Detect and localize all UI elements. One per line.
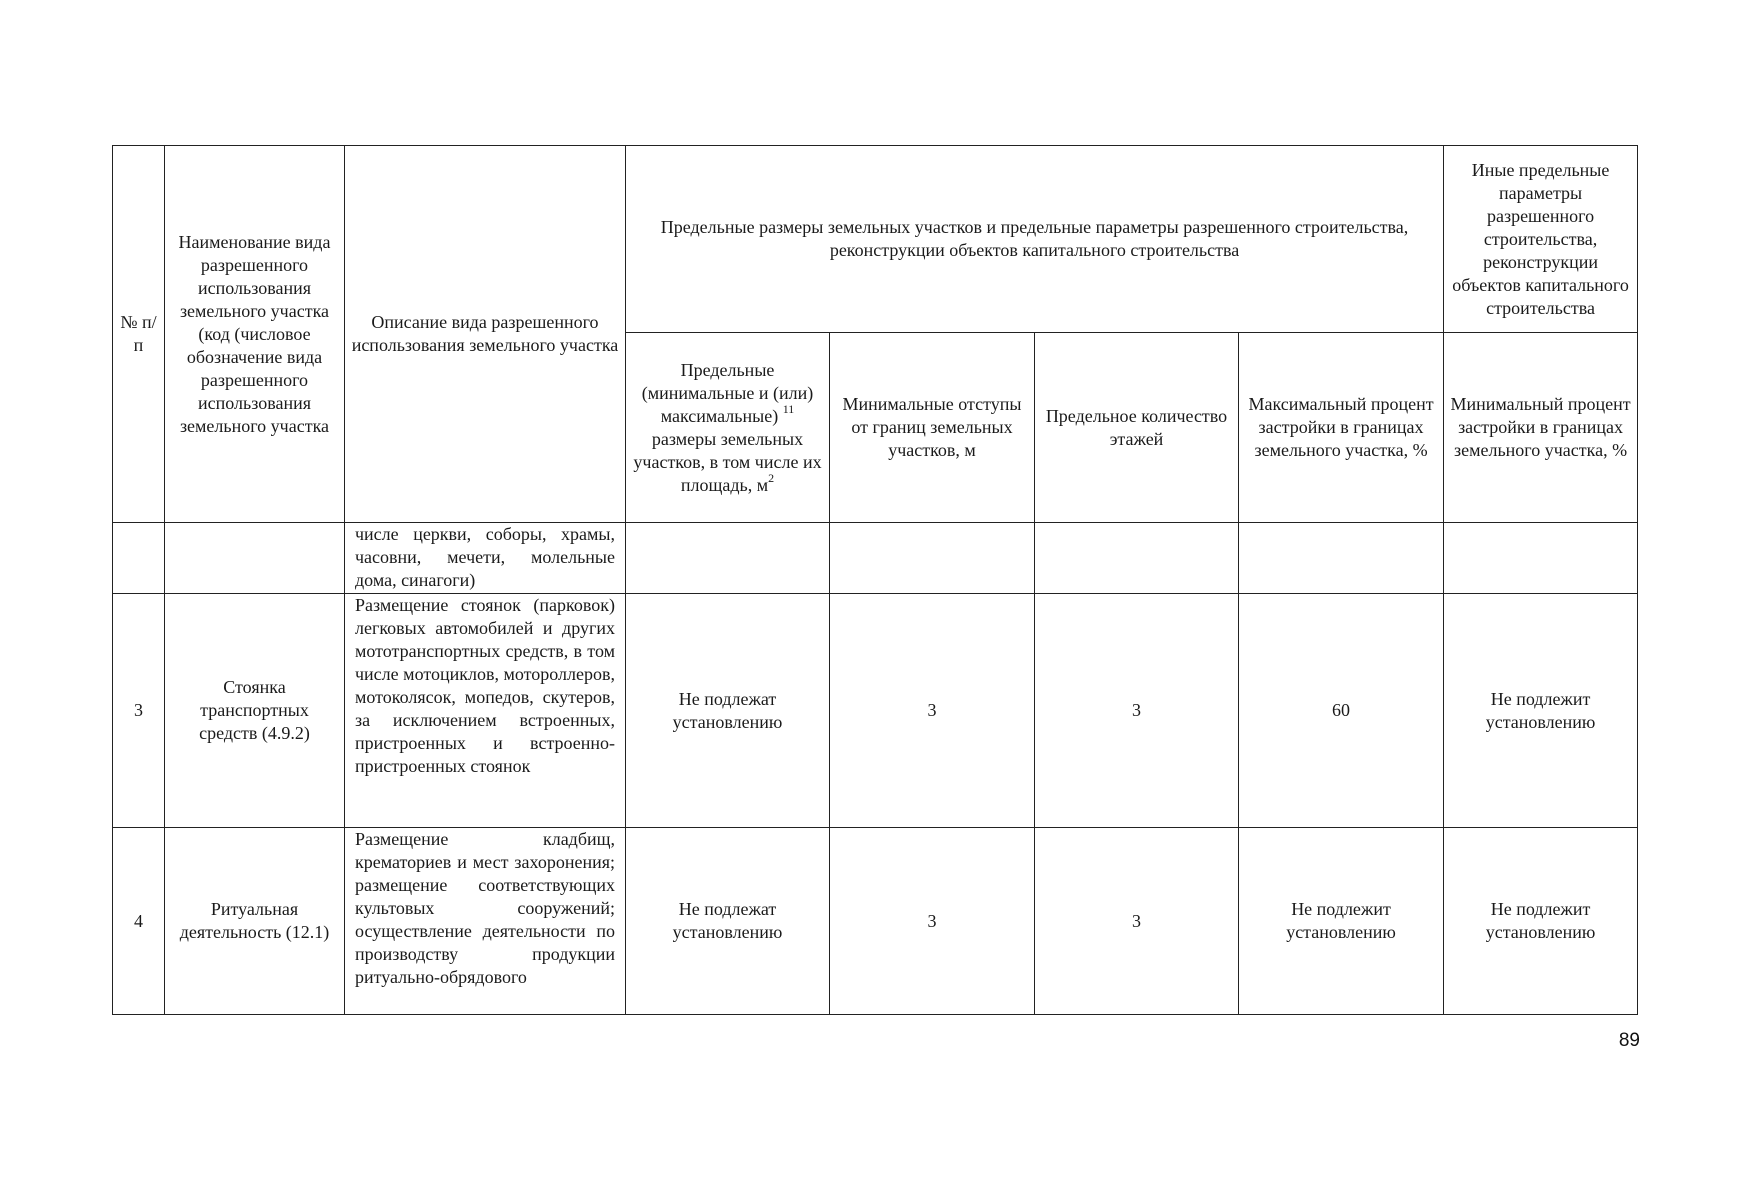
header-name: Наименование вида разрешенного использования земельного участка (код (числовое обозначение вида разрешенного использования земельного участка xyxy=(165,146,345,523)
row-number: 3 xyxy=(113,594,165,828)
row-min-build xyxy=(1444,523,1638,594)
row-max-build xyxy=(1239,523,1444,594)
header-setbacks: Минимальные отступы от границ земельных участков, м xyxy=(830,333,1035,523)
row-min-build: Не подлежит установлению xyxy=(1444,594,1638,828)
square-unit-power: 2 xyxy=(768,470,775,485)
row-sizes xyxy=(626,523,830,594)
row-setbacks: 3 xyxy=(830,594,1035,828)
row-max-build: Не подлежит установлению xyxy=(1239,828,1444,1015)
header-number: № п/п xyxy=(113,146,165,523)
regulations-table xyxy=(112,145,1638,1015)
row-sizes: Не подлежат установлению xyxy=(626,828,830,1015)
row-description: Размещение кладбищ, крематориев и мест захоронения; размещение соответствующих культовых сооружений; осуществление деятельности по производству продукции ритуально-обрядового xyxy=(345,828,626,1015)
row-number xyxy=(113,523,165,594)
row-min-build: Не подлежит установлению xyxy=(1444,828,1638,1015)
row-name: Ритуальная деятельность (12.1) xyxy=(165,828,345,1015)
table-row xyxy=(113,523,1638,594)
row-name xyxy=(165,523,345,594)
header-floors: Предельное количество этажей xyxy=(1035,333,1239,523)
header-max-build: Максимальный процент застройки в границах земельного участка, % xyxy=(1239,333,1444,523)
header-other-group: Иные предельные параметры разрешенного строительства, реконструкции объектов капитального строительства xyxy=(1444,146,1638,333)
footnote-marker: 11 xyxy=(782,401,795,416)
table-row xyxy=(113,828,1638,1015)
row-sizes: Не подлежат установлению xyxy=(626,594,830,828)
header-description: Описание вида разрешенного использования земельного участка xyxy=(345,146,626,523)
row-floors xyxy=(1035,523,1239,594)
header-min-build: Минимальный процент застройки в границах земельного участка, % xyxy=(1444,333,1638,523)
header-sizes xyxy=(626,333,830,523)
row-setbacks xyxy=(830,523,1035,594)
row-name: Стоянка транспортных средств (4.9.2) xyxy=(165,594,345,828)
header-sizes-text: Предельные (минимальные и (или) максимальные) xyxy=(641,359,814,426)
row-floors: 3 xyxy=(1035,594,1239,828)
page-number: 89 xyxy=(1618,1030,1640,1051)
row-description: числе церкви, соборы, храмы, часовни, мечети, молельные дома, синагоги) xyxy=(345,523,626,594)
row-number: 4 xyxy=(113,828,165,1015)
row-description: Размещение стоянок (парковок) легковых автомобилей и других мототранспортных средств, в том числе мотоциклов, мотороллеров, мотоколясок, мопедов, скутеров, за исключением встроенных, пристроенных и встроенно-пристроенных стоянок xyxy=(345,594,626,828)
header-row-top xyxy=(113,146,1638,333)
row-setbacks: 3 xyxy=(830,828,1035,1015)
row-max-build: 60 xyxy=(1239,594,1444,828)
header-limits-group: Предельные размеры земельных участков и предельные параметры разрешенного строительства, реконструкции объектов капитального строительства xyxy=(626,146,1444,333)
header-sizes-text-2: размеры земельных участков, в том числе их площадь, м xyxy=(633,428,822,495)
table-row xyxy=(113,594,1638,828)
row-floors: 3 xyxy=(1035,828,1239,1015)
